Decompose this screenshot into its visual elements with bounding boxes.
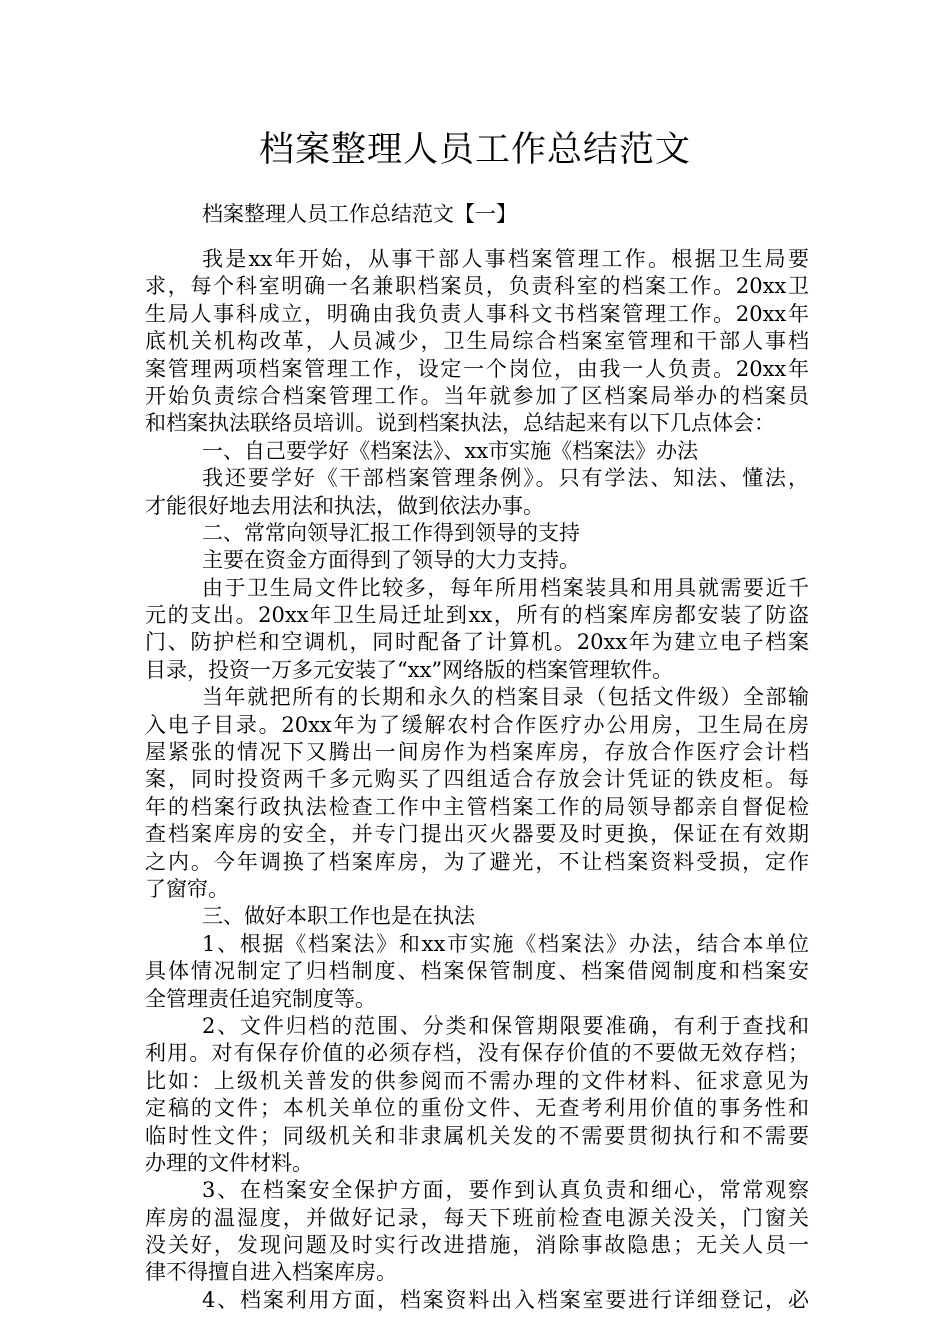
body-line: 案，同时投资两千多元购买了四组适合存放会计凭证的铁皮柜。每 bbox=[145, 767, 809, 792]
body-line: 比如：上级机关普发的供参阅而不需办理的文件材料、征求意见为 bbox=[145, 1068, 809, 1093]
body-line: 查档案库房的安全，并专门提出灭火器要及时更换，保证在有效期 bbox=[145, 822, 809, 847]
body-line: 和档案执法联络员培训。说到档案执法，总结起来有以下几点体会： bbox=[145, 411, 775, 436]
body-line: 之内。今年调换了档案库房，为了避光，不让档案资料受损，定作 bbox=[145, 849, 809, 874]
body-line: 一、自己要学好《档案法》、xx市实施《档案法》办法 bbox=[202, 438, 699, 463]
body-line: 定稿的文件；本机关单位的重份文件、无查考利用价值的事务性和 bbox=[145, 1096, 809, 1121]
body-line: 才能很好地去用法和执法，做到依法办事。 bbox=[145, 493, 544, 518]
body-line: 具体情况制定了归档制度、档案保管制度、档案借阅制度和档案安 bbox=[145, 959, 809, 984]
body-line: 利用。对有保存价值的必须存档，没有保存价值的不要做无效存档； bbox=[145, 1041, 809, 1066]
document-title: 档案整理人员工作总结范文 bbox=[258, 130, 691, 170]
body-line: 了窗帘。 bbox=[145, 876, 229, 901]
document-subtitle: 档案整理人员工作总结范文【一】 bbox=[202, 202, 517, 226]
body-line: 1、根据《档案法》和xx市实施《档案法》办法，结合本单位 bbox=[202, 931, 809, 956]
body-line: 我是xx年开始，从事干部人事档案管理工作。根据卫生局要 bbox=[202, 247, 809, 271]
body-line: 3、在档案安全保护方面，要作到认真负责和细心，常常观察 bbox=[202, 1178, 809, 1203]
body-line: 二、常常向领导汇报工作得到领导的支持 bbox=[202, 520, 580, 545]
body-line: 当年就把所有的长期和永久的档案目录（包括文件级）全部输 bbox=[202, 685, 809, 710]
body-line: 办理的文件材料。 bbox=[145, 1150, 313, 1175]
body-line: 临时性文件；同级机关和非隶属机关发的不需要贯彻执行和不需要 bbox=[145, 1123, 809, 1148]
body-line: 求，每个科室明确一名兼职档案员，负责科室的档案工作。20xx卫 bbox=[145, 274, 809, 299]
body-line: 元的支出。20xx年卫生局迁址到xx，所有的档案库房都安装了防盗 bbox=[145, 603, 809, 628]
body-line: 入电子目录。20xx年为了缓解农村合作医疗办公用房，卫生局在房 bbox=[145, 712, 809, 737]
body-line: 2、文件归档的范围、分类和保管期限要准确，有利于查找和 bbox=[202, 1013, 809, 1038]
body-line: 主要在资金方面得到了领导的大力支持。 bbox=[202, 548, 580, 573]
body-line: 没关好，发现问题及时实行改进措施，消除事故隐患；无关人员一 bbox=[145, 1233, 809, 1258]
body-line: 律不得擅自进入档案库房。 bbox=[145, 1260, 397, 1285]
body-line: 开始负责综合档案管理工作。当年就参加了区档案局举办的档案员 bbox=[145, 383, 809, 408]
body-line: 库房的温湿度，并做好记录，每天下班前检查电源关没关，门窗关 bbox=[145, 1205, 809, 1230]
document-body bbox=[145, 246, 809, 1314]
body-line: 三、做好本职工作也是在执法 bbox=[202, 904, 475, 929]
body-line: 4、档案利用方面，档案资料出入档案室要进行详细登记，必 bbox=[202, 1287, 809, 1312]
body-line: 年的档案行政执法检查工作中主管档案工作的局领导都亲自督促检 bbox=[145, 794, 809, 819]
body-line: 由于卫生局文件比较多，每年所用档案装具和用具就需要近千 bbox=[202, 575, 809, 600]
body-line: 生局人事科成立，明确由我负责人事科文书档案管理工作。20xx年 bbox=[145, 301, 809, 326]
body-line: 案管理两项档案管理工作，设定一个岗位，由我一人负责。20xx年 bbox=[145, 356, 809, 381]
body-line: 我还要学好《干部档案管理条例》。只有学法、知法、懂法， bbox=[202, 466, 809, 491]
body-line: 全管理责任追究制度等。 bbox=[145, 986, 376, 1011]
body-line: 目录，投资一万多元安装了“xx”网络版的档案管理软件。 bbox=[145, 657, 674, 682]
body-line: 门、防护栏和空调机，同时配备了计算机。20xx年为建立电子档案 bbox=[145, 630, 809, 655]
body-line: 屋紧张的情况下又腾出一间房作为档案库房，存放合作医疗会计档 bbox=[145, 740, 809, 765]
body-line: 底机关机构改革，人员减少，卫生局综合档案室管理和干部人事档 bbox=[145, 329, 809, 354]
